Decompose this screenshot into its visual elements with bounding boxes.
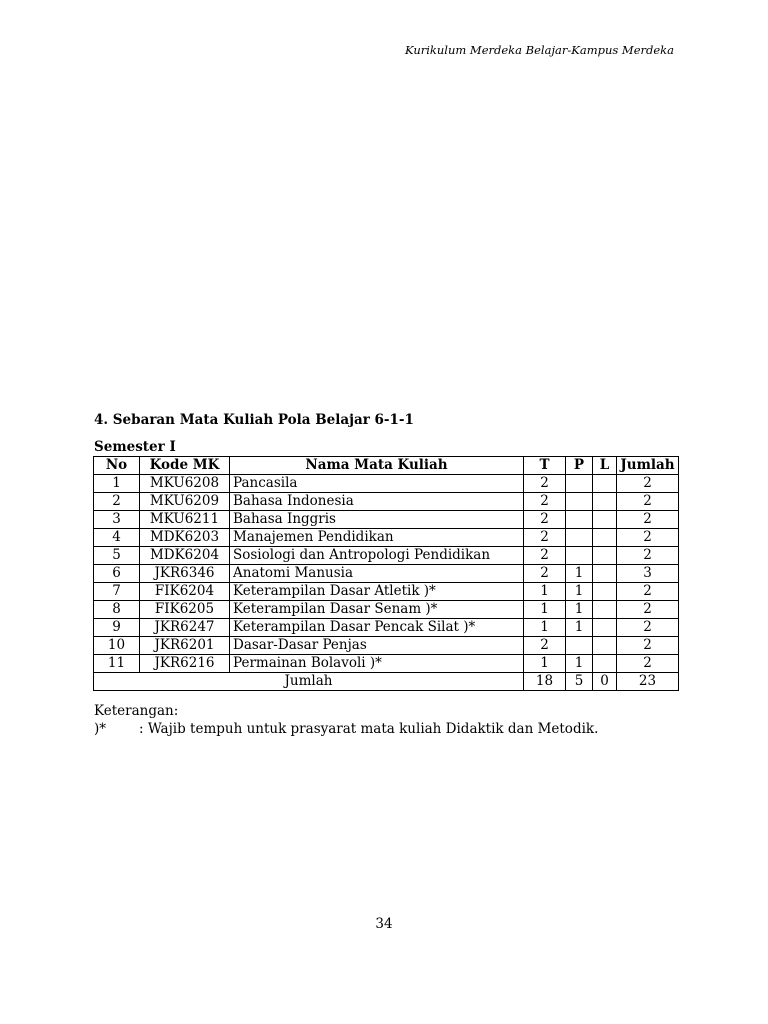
cell-p xyxy=(566,475,593,493)
keterangan-text: : Wajib tempuh untuk prasyarat mata kuliah Didaktik dan Metodik. xyxy=(139,721,599,737)
course-table xyxy=(93,456,679,691)
cell-l xyxy=(593,493,617,511)
cell-no: 4 xyxy=(94,529,140,547)
cell-kode-mk: JKR6346 xyxy=(140,565,230,583)
cell-jumlah: 2 xyxy=(617,493,679,511)
table-row xyxy=(94,529,679,547)
cell-l xyxy=(593,529,617,547)
cell-no: 10 xyxy=(94,637,140,655)
total-jumlah: 23 xyxy=(617,673,679,691)
cell-nama-mata-kuliah: Keterampilan Dasar Atletik )* xyxy=(230,583,524,601)
cell-p: 1 xyxy=(566,655,593,673)
cell-t: 2 xyxy=(524,529,566,547)
table-row xyxy=(94,601,679,619)
header-p: P xyxy=(566,457,593,475)
cell-t: 2 xyxy=(524,493,566,511)
cell-jumlah: 2 xyxy=(617,637,679,655)
table-row xyxy=(94,547,679,565)
cell-jumlah: 2 xyxy=(617,655,679,673)
keterangan-mark: )* xyxy=(94,721,107,737)
cell-jumlah: 2 xyxy=(617,601,679,619)
cell-no: 9 xyxy=(94,619,140,637)
cell-jumlah: 2 xyxy=(617,511,679,529)
table-row xyxy=(94,493,679,511)
table-header-row xyxy=(94,457,679,475)
cell-l xyxy=(593,583,617,601)
section-title: 4. Sebaran Mata Kuliah Pola Belajar 6-1-1 xyxy=(94,412,414,428)
total-l: 0 xyxy=(593,673,617,691)
cell-l xyxy=(593,655,617,673)
cell-kode-mk: FIK6204 xyxy=(140,583,230,601)
cell-nama-mata-kuliah: Manajemen Pendidikan xyxy=(230,529,524,547)
cell-p xyxy=(566,511,593,529)
header-kode-mk: Kode MK xyxy=(140,457,230,475)
cell-kode-mk: MDK6204 xyxy=(140,547,230,565)
cell-p xyxy=(566,637,593,655)
cell-jumlah: 3 xyxy=(617,565,679,583)
cell-no: 1 xyxy=(94,475,140,493)
table-row xyxy=(94,565,679,583)
cell-kode-mk: JKR6216 xyxy=(140,655,230,673)
cell-kode-mk: JKR6201 xyxy=(140,637,230,655)
cell-t: 1 xyxy=(524,655,566,673)
header-t: T xyxy=(524,457,566,475)
page-number: 34 xyxy=(375,916,393,932)
cell-no: 8 xyxy=(94,601,140,619)
cell-kode-mk: MKU6211 xyxy=(140,511,230,529)
cell-nama-mata-kuliah: Bahasa Indonesia xyxy=(230,493,524,511)
table-row xyxy=(94,637,679,655)
cell-p: 1 xyxy=(566,565,593,583)
cell-nama-mata-kuliah: Permainan Bolavoli )* xyxy=(230,655,524,673)
total-p: 5 xyxy=(566,673,593,691)
cell-kode-mk: MDK6203 xyxy=(140,529,230,547)
table-row xyxy=(94,583,679,601)
cell-t: 2 xyxy=(524,475,566,493)
table-total-row xyxy=(94,673,679,691)
cell-t: 2 xyxy=(524,637,566,655)
cell-no: 6 xyxy=(94,565,140,583)
semester-title: Semester I xyxy=(94,439,176,455)
cell-p xyxy=(566,547,593,565)
cell-no: 7 xyxy=(94,583,140,601)
running-header: Kurikulum Merdeka Belajar-Kampus Merdeka xyxy=(404,43,674,57)
total-label: Jumlah xyxy=(94,673,524,691)
cell-no: 11 xyxy=(94,655,140,673)
cell-l xyxy=(593,601,617,619)
cell-p: 1 xyxy=(566,619,593,637)
cell-l xyxy=(593,637,617,655)
cell-no: 3 xyxy=(94,511,140,529)
header-jumlah: Jumlah xyxy=(617,457,679,475)
cell-no: 5 xyxy=(94,547,140,565)
cell-p: 1 xyxy=(566,583,593,601)
cell-kode-mk: FIK6205 xyxy=(140,601,230,619)
cell-nama-mata-kuliah: Keterampilan Dasar Senam )* xyxy=(230,601,524,619)
cell-jumlah: 2 xyxy=(617,529,679,547)
cell-t: 1 xyxy=(524,619,566,637)
cell-nama-mata-kuliah: Anatomi Manusia xyxy=(230,565,524,583)
total-t: 18 xyxy=(524,673,566,691)
cell-p xyxy=(566,529,593,547)
cell-kode-mk: JKR6247 xyxy=(140,619,230,637)
cell-nama-mata-kuliah: Dasar-Dasar Penjas xyxy=(230,637,524,655)
cell-l xyxy=(593,619,617,637)
header-no: No xyxy=(94,457,140,475)
cell-jumlah: 2 xyxy=(617,619,679,637)
cell-kode-mk: MKU6209 xyxy=(140,493,230,511)
cell-kode-mk: MKU6208 xyxy=(140,475,230,493)
cell-p: 1 xyxy=(566,601,593,619)
cell-jumlah: 2 xyxy=(617,547,679,565)
cell-t: 2 xyxy=(524,565,566,583)
cell-p xyxy=(566,493,593,511)
cell-t: 1 xyxy=(524,583,566,601)
cell-jumlah: 2 xyxy=(617,583,679,601)
cell-nama-mata-kuliah: Sosiologi dan Antropologi Pendidikan xyxy=(230,547,524,565)
keterangan-note xyxy=(94,721,598,737)
cell-t: 2 xyxy=(524,547,566,565)
table-row xyxy=(94,619,679,637)
cell-t: 1 xyxy=(524,601,566,619)
table-row xyxy=(94,655,679,673)
cell-nama-mata-kuliah: Keterampilan Dasar Pencak Silat )* xyxy=(230,619,524,637)
cell-l xyxy=(593,565,617,583)
cell-no: 2 xyxy=(94,493,140,511)
table-row xyxy=(94,475,679,493)
header-l: L xyxy=(593,457,617,475)
cell-l xyxy=(593,475,617,493)
cell-jumlah: 2 xyxy=(617,475,679,493)
cell-nama-mata-kuliah: Pancasila xyxy=(230,475,524,493)
cell-t: 2 xyxy=(524,511,566,529)
keterangan-label: Keterangan: xyxy=(94,703,179,719)
cell-l xyxy=(593,547,617,565)
cell-nama-mata-kuliah: Bahasa Inggris xyxy=(230,511,524,529)
table-row xyxy=(94,511,679,529)
cell-l xyxy=(593,511,617,529)
header-nama-mata-kuliah: Nama Mata Kuliah xyxy=(230,457,524,475)
